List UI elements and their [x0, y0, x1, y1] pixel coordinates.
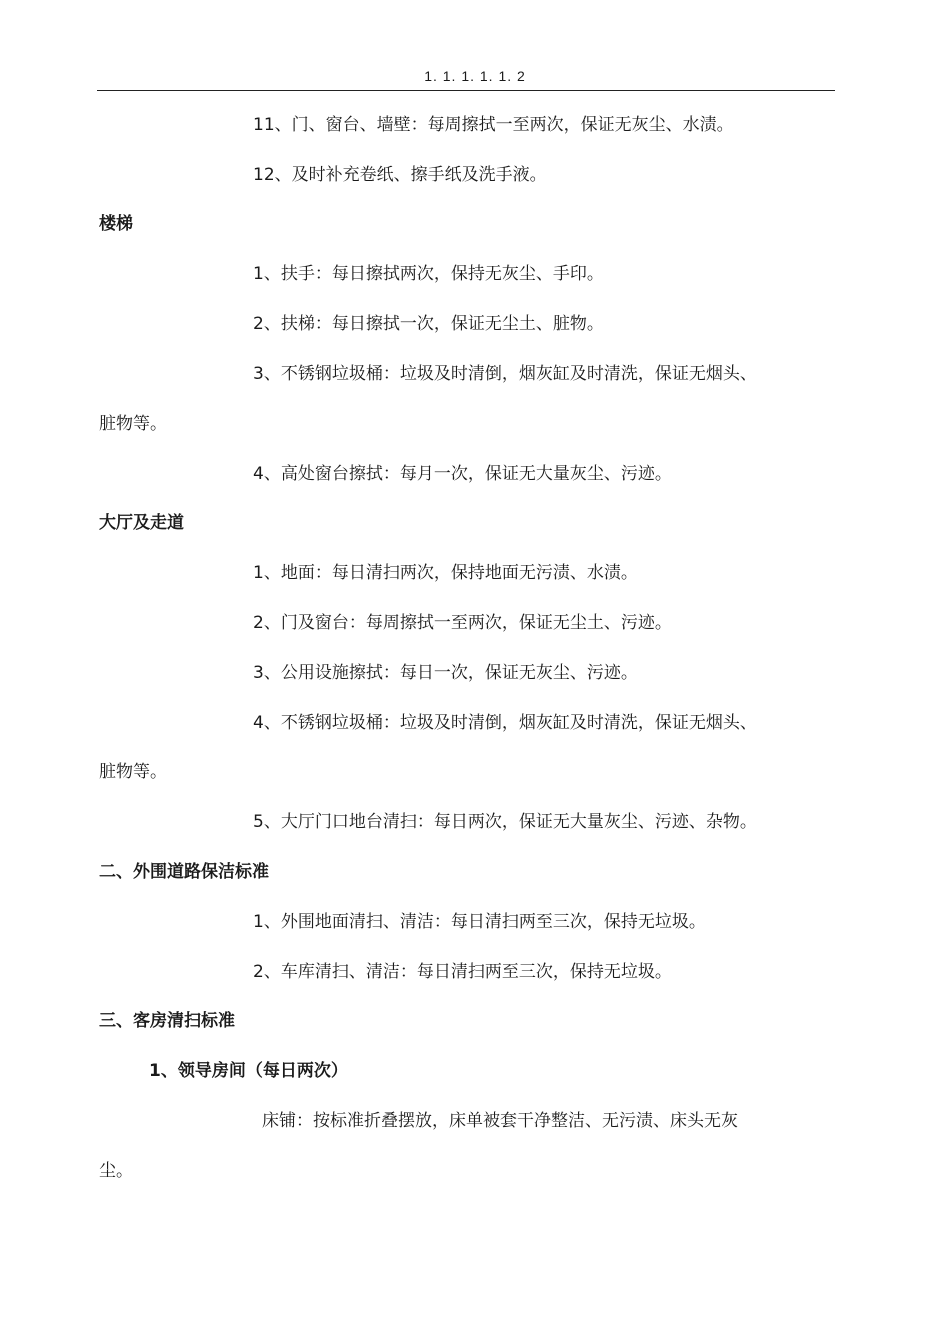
text-line-wall-cleaning: 11、门、窗台、墙壁：每周擦拭一至两次，保证无灰尘、水渍。 [253, 115, 734, 135]
subsection-heading-leader-room: 1、领导房间（每日两次） [149, 1061, 348, 1081]
section-heading-guest-rooms: 三、客房清扫标准 [99, 1011, 235, 1031]
text-line-supplies: 12、及时补充卷纸、擦手纸及洗手液。 [253, 165, 547, 185]
text-line-floor: 1、地面：每日清扫两次，保持地面无污渍、水渍。 [253, 563, 638, 583]
text-line-trash-bin: 3、不锈钢垃圾桶：垃圾及时清倒，烟灰缸及时清洗，保证无烟头、 [253, 364, 757, 384]
section-heading-hall-corridor: 大厅及走道 [99, 513, 184, 533]
text-line-hall-trash-bin-cont: 脏物等。 [99, 762, 167, 782]
page-header-number: 1. 1. 1. 1. 1. 2 [424, 68, 526, 84]
section-heading-outdoor-roads: 二、外围道路保洁标准 [99, 862, 269, 882]
text-line-stairway: 2、扶梯：每日擦拭一次，保证无尘土、脏物。 [253, 314, 604, 334]
text-line-outer-ground: 1、外围地面清扫、清洁：每日清扫两至三次，保持无垃圾。 [253, 912, 706, 932]
section-heading-stairs: 楼梯 [99, 214, 133, 234]
text-line-hall-trash-bin: 4、不锈钢垃圾桶：垃圾及时清倒，烟灰缸及时清洗，保证无烟头、 [253, 713, 757, 733]
text-line-high-windowsill: 4、高处窗台擦拭：每月一次，保证无大量灰尘、污迹。 [253, 464, 672, 484]
text-line-handrail: 1、扶手：每日擦拭两次，保持无灰尘、手印。 [253, 264, 604, 284]
text-line-entrance-platform: 5、大厅门口地台清扫：每日两次，保证无大量灰尘、污迹、杂物。 [253, 812, 757, 832]
text-line-garage: 2、车库清扫、清洁：每日清扫两至三次，保持无垃圾。 [253, 962, 672, 982]
text-line-trash-bin-cont: 脏物等。 [99, 414, 167, 434]
text-line-bedding: 床铺：按标准折叠摆放，床单被套干净整洁、无污渍、床头无灰 [262, 1111, 738, 1131]
header-divider [97, 90, 835, 91]
text-line-facilities: 3、公用设施擦拭：每日一次，保证无灰尘、污迹。 [253, 663, 638, 683]
text-line-bedding-cont: 尘。 [99, 1161, 133, 1181]
text-line-doors-windows: 2、门及窗台：每周擦拭一至两次，保证无尘土、污迹。 [253, 613, 672, 633]
